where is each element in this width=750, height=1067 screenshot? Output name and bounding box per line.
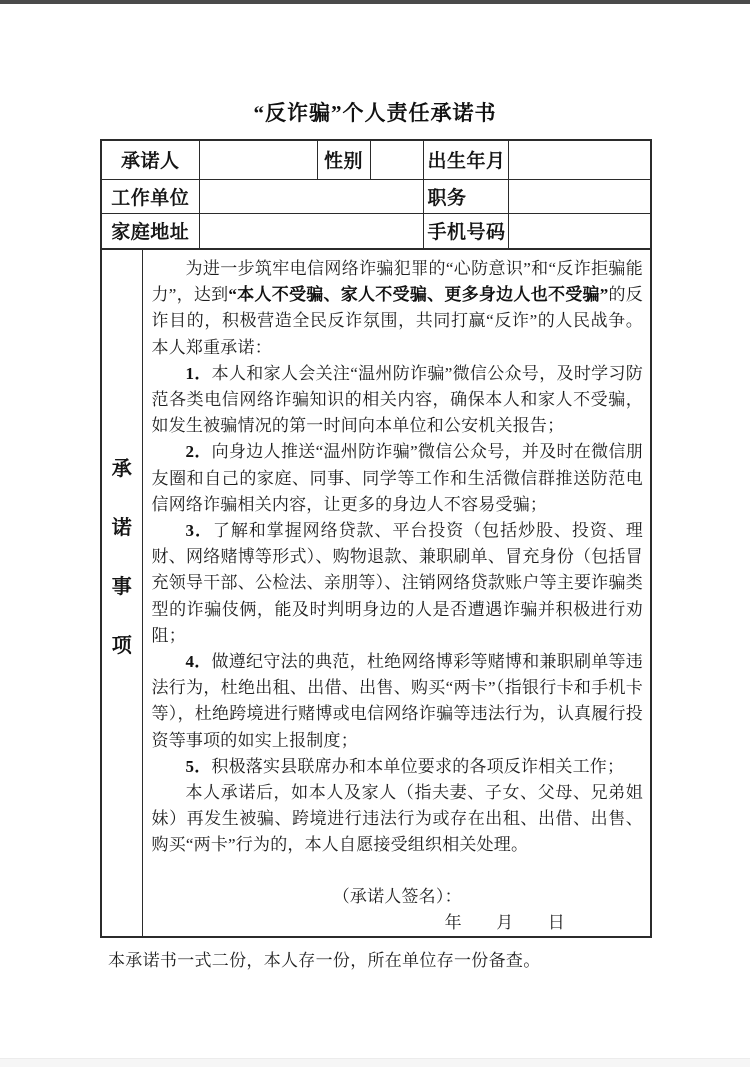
form-row-address	[101, 213, 651, 249]
phone-label: 手机号码	[423, 213, 508, 249]
intro-bold: “本人不受骗、家人不受骗、更多身边人也不受骗”	[228, 285, 609, 305]
item-number: 3．	[185, 521, 213, 541]
section-label-char: 项	[111, 635, 132, 658]
form-row-promisor	[101, 140, 651, 179]
gender-field[interactable]	[370, 140, 423, 179]
commitment-item-4	[152, 649, 644, 754]
item-number: 5．	[185, 756, 212, 776]
window-bottom-edge	[0, 1058, 750, 1067]
promisor-field[interactable]	[199, 140, 317, 179]
section-label-char: 诺	[111, 517, 132, 540]
promisor-label: 承诺人	[101, 140, 199, 179]
commitment-body-text	[143, 250, 651, 936]
position-label: 职务	[423, 179, 508, 213]
birth-field[interactable]	[508, 140, 651, 179]
phone-field[interactable]	[508, 213, 651, 249]
commitment-item-5	[152, 754, 644, 780]
gender-label: 性别	[317, 140, 370, 179]
commitment-item-2	[152, 439, 644, 518]
item-number: 2．	[185, 442, 212, 462]
item-text: 向身边人推送“温州防诈骗”微信公众号，并及时在微信朋友圈和自己的家庭、同事、同学等工作和生活微信群推送防范电信网络诈骗相关内容，让更多的身边人不容易受骗；	[151, 442, 643, 514]
section-label-char: 事	[111, 576, 132, 599]
footer-note: 本承诺书一式二份，本人存一份，所在单位存一份备查。	[108, 951, 541, 971]
commitment-item-1	[152, 361, 644, 440]
section-label-vertical	[102, 452, 142, 658]
section-label-cell	[101, 249, 142, 937]
closing-paragraph: 本人承诺后，如本人及家人（指夫妻、子女、父母、兄弟姐妹）再发生被骗、跨境进行违法行为或存在出租、出借、出售、购买“两卡”行为的，本人自愿接受组织相关处理。	[151, 783, 643, 855]
workunit-field[interactable]	[199, 179, 423, 213]
birth-label: 出生年月	[423, 140, 508, 179]
page-title: “反诈骗”个人责任承诺书	[253, 101, 497, 125]
date-line[interactable]: 年 月 日	[444, 912, 565, 932]
position-field[interactable]	[508, 179, 651, 213]
item-text: 做遵纪守法的典范，杜绝网络博彩等赌博和兼职刷单等违法行为，杜绝出租、出借、出售、购买“两卡”（指银行卡和手机卡等），杜绝跨境进行赌博或电信网络诈骗等违法行为，认真履行投资等事项的如实上报制度；	[151, 652, 644, 750]
item-number: 4．	[185, 652, 212, 672]
section-label-char: 承	[111, 458, 132, 481]
item-number: 1．	[185, 363, 212, 383]
workunit-label: 工作单位	[101, 179, 199, 213]
intro-paragraph	[152, 256, 644, 361]
item-text: 了解和掌握网络贷款、平台投资（包括炒股、投资、理财、网络赌博等形式）、购物退款、兼职刷单、冒充身份（包括冒充领导干部、公检法、亲朋等）、注销网络贷款账户等主要诈骗类型的诈骗伎俩，能及时判明身边的人是否遭遇诈骗并积极进行劝阻；	[151, 521, 643, 645]
intro-post: 的反诈目的，积极营造全民反诈氛围，共同打赢“反诈”的人民战争。本人郑重承诺：	[151, 285, 644, 357]
intro-pre: 为进一步筑牢电信网络诈骗犯罪的“心防意识”和“反诈拒骗能力”，达到	[151, 259, 643, 305]
form-row-workunit	[101, 179, 651, 213]
commitment-table	[100, 248, 652, 938]
item-text: 积极落实县联席办和本单位要求的各项反诈相关工作；	[211, 756, 625, 776]
address-label: 家庭地址	[101, 213, 199, 249]
commitment-item-3	[152, 518, 644, 649]
commitment-body-cell	[142, 249, 651, 937]
item-text: 本人和家人会关注“温州防诈骗”微信公众号，及时学习防范各类电信网络诈骗知识的相关内容，确保本人和家人不受骗，如发生被骗情况的第一时间向本单位和公安机关报告；	[151, 363, 643, 436]
address-field[interactable]	[199, 213, 423, 249]
window-top-edge	[0, 0, 750, 4]
header-form-table	[100, 139, 652, 250]
signature-label[interactable]: （承诺人签名）：	[332, 886, 462, 906]
